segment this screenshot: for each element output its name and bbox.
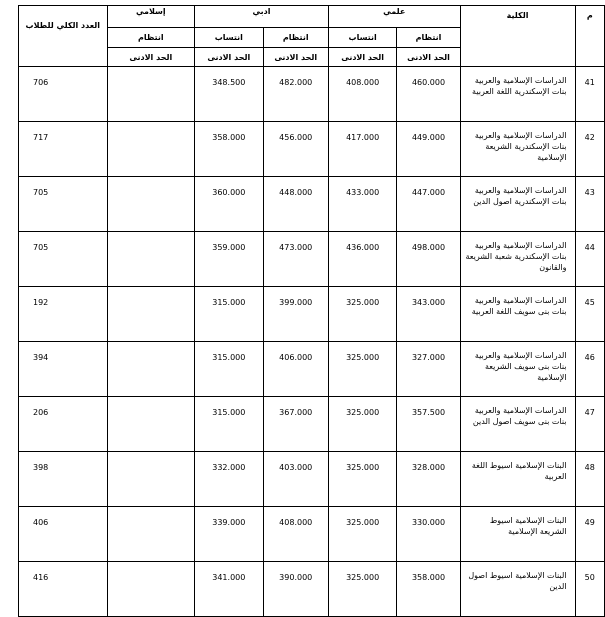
table-row (19, 122, 605, 177)
isl-regular-min (107, 232, 194, 287)
college-name: البنات الإسلامية اسيوط الشريعة الإسلامية (460, 507, 575, 562)
isl-regular-min (107, 342, 194, 397)
header-min: الحد الادنى (263, 48, 328, 67)
header-index: م (575, 6, 605, 67)
lit-affiliation-min: 360.000 (195, 177, 264, 232)
row-index: 49 (575, 507, 605, 562)
lit-regular-min: 456.000 (263, 122, 328, 177)
header-sci-affiliation: انتساب (328, 28, 397, 48)
row-index: 42 (575, 122, 605, 177)
college-name: الدراسات الإسلامية والعربية بنات بنى سويف اصول الدين (460, 397, 575, 452)
lit-regular-min: 403.000 (263, 452, 328, 507)
header-min: الحد الادنى (397, 48, 460, 67)
table-row (19, 562, 605, 617)
sci-regular-min: 330.000 (397, 507, 460, 562)
lit-regular-min: 448.000 (263, 177, 328, 232)
lit-regular-min: 390.000 (263, 562, 328, 617)
total-students: 192 (19, 287, 108, 342)
table-row (19, 342, 605, 397)
table-row (19, 67, 605, 122)
college-name: الدراسات الإسلامية والعربية بنات بنى سويف اللغة العربية (460, 287, 575, 342)
isl-regular-min (107, 562, 194, 617)
sci-affiliation-min: 433.000 (328, 177, 397, 232)
sci-regular-min: 327.000 (397, 342, 460, 397)
row-index: 46 (575, 342, 605, 397)
sci-regular-min: 498.000 (397, 232, 460, 287)
college-name: البنات الإسلامية اسيوط اللغة العربية (460, 452, 575, 507)
lit-affiliation-min: 315.000 (195, 397, 264, 452)
isl-regular-min (107, 287, 194, 342)
row-index: 50 (575, 562, 605, 617)
college-name: الدراسات الإسلامية والعربية بنات الإسكندرية شعبة الشريعة والقانون (460, 232, 575, 287)
header-min: الحد الادنى (195, 48, 264, 67)
row-index: 45 (575, 287, 605, 342)
lit-affiliation-min: 339.000 (195, 507, 264, 562)
total-students: 416 (19, 562, 108, 617)
table-row (19, 507, 605, 562)
sci-affiliation-min: 325.000 (328, 562, 397, 617)
total-students: 705 (19, 232, 108, 287)
sci-affiliation-min: 325.000 (328, 342, 397, 397)
left-margin (0, 0, 18, 605)
lit-affiliation-min: 359.000 (195, 232, 264, 287)
lit-affiliation-min: 315.000 (195, 342, 264, 397)
row-index: 41 (575, 67, 605, 122)
row-index: 43 (575, 177, 605, 232)
sci-regular-min: 460.000 (397, 67, 460, 122)
header-literary: ادبي (195, 6, 329, 28)
sci-regular-min: 328.000 (397, 452, 460, 507)
sci-affiliation-min: 325.000 (328, 397, 397, 452)
lit-affiliation-min: 348.500 (195, 67, 264, 122)
table-row (19, 287, 605, 342)
college-name: الدراسات الإسلامية والعربية بنات بنى سويف الشريعة الإسلامية (460, 342, 575, 397)
isl-regular-min (107, 177, 194, 232)
lit-affiliation-min: 341.000 (195, 562, 264, 617)
header-min: الحد الادنى (328, 48, 397, 67)
total-students: 706 (19, 67, 108, 122)
sci-affiliation-min: 436.000 (328, 232, 397, 287)
sci-affiliation-min: 325.000 (328, 507, 397, 562)
lit-regular-min: 406.000 (263, 342, 328, 397)
header-lit-affiliation: انتساب (195, 28, 264, 48)
header-sci-regular: انتظام (397, 28, 460, 48)
header-islamic: إسلامي (107, 6, 194, 28)
isl-regular-min (107, 507, 194, 562)
header-college: الكلية (460, 6, 575, 67)
total-students: 717 (19, 122, 108, 177)
sci-regular-min: 449.000 (397, 122, 460, 177)
sci-regular-min: 343.000 (397, 287, 460, 342)
lit-affiliation-min: 332.000 (195, 452, 264, 507)
lit-regular-min: 482.000 (263, 67, 328, 122)
lit-regular-min: 367.000 (263, 397, 328, 452)
isl-regular-min (107, 397, 194, 452)
college-name: الدراسات الإسلامية والعربية بنات الإسكندرية اللغة العربية (460, 67, 575, 122)
isl-regular-min (107, 452, 194, 507)
total-students: 206 (19, 397, 108, 452)
row-index: 44 (575, 232, 605, 287)
sci-affiliation-min: 408.000 (328, 67, 397, 122)
college-name: الدراسات الإسلامية والعربية بنات الإسكندرية اصول الدين (460, 177, 575, 232)
isl-regular-min (107, 67, 194, 122)
header-lit-regular: انتظام (263, 28, 328, 48)
lit-affiliation-min: 358.000 (195, 122, 264, 177)
table-row (19, 177, 605, 232)
table-row (19, 232, 605, 287)
sci-affiliation-min: 417.000 (328, 122, 397, 177)
total-students: 705 (19, 177, 108, 232)
total-students: 398 (19, 452, 108, 507)
header-scientific: علمي (328, 6, 460, 28)
row-index: 48 (575, 452, 605, 507)
admissions-table (18, 5, 605, 617)
isl-regular-min (107, 122, 194, 177)
table-row (19, 452, 605, 507)
row-index: 47 (575, 397, 605, 452)
table-row (19, 397, 605, 452)
sci-affiliation-min: 325.000 (328, 287, 397, 342)
sci-affiliation-min: 325.000 (328, 452, 397, 507)
total-students: 394 (19, 342, 108, 397)
lit-regular-min: 473.000 (263, 232, 328, 287)
header-min: الحد الادنى (107, 48, 194, 67)
college-name: الدراسات الإسلامية والعربية بنات الإسكندرية الشريعة الإسلامية (460, 122, 575, 177)
lit-regular-min: 408.000 (263, 507, 328, 562)
college-name: البنات الإسلامية اسيوط اصول الدين (460, 562, 575, 617)
sci-regular-min: 447.000 (397, 177, 460, 232)
total-students: 406 (19, 507, 108, 562)
sci-regular-min: 358.000 (397, 562, 460, 617)
lit-regular-min: 399.000 (263, 287, 328, 342)
sci-regular-min: 357.500 (397, 397, 460, 452)
header-total: العدد الكلي للطلاب (19, 6, 108, 67)
header-isl-regular: انتظام (107, 28, 194, 48)
lit-affiliation-min: 315.000 (195, 287, 264, 342)
